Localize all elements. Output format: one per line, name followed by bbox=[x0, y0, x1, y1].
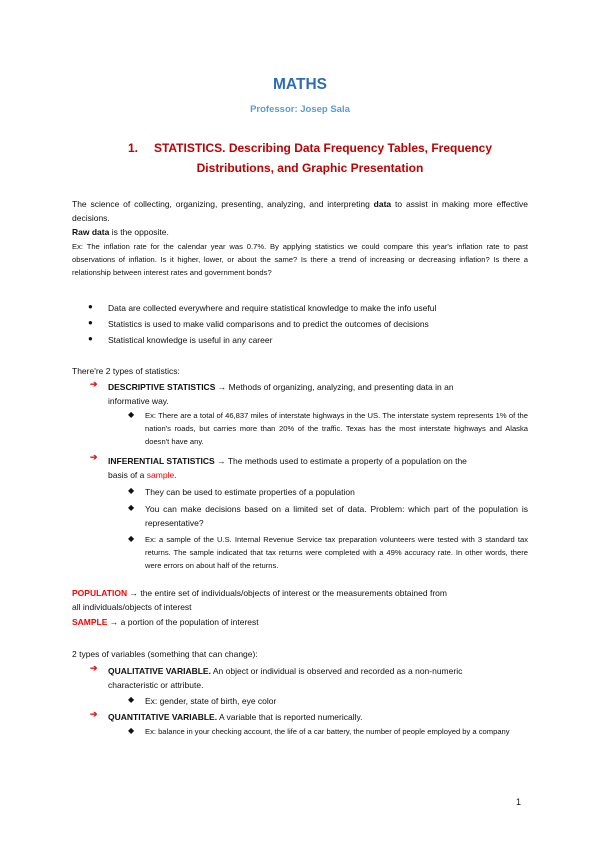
quantitative-text: A variable that is reported numerically. bbox=[219, 712, 363, 722]
sample-definition bbox=[72, 615, 528, 629]
arrow-icon: ➔ bbox=[90, 709, 98, 719]
sample-label: SAMPLE bbox=[72, 617, 108, 627]
sample-text: → a portion of the population of interest bbox=[109, 617, 259, 627]
descriptive-text-2: informative way. bbox=[108, 396, 169, 406]
bullet-icon: ● bbox=[88, 318, 93, 327]
population-label: POPULATION bbox=[72, 588, 128, 598]
inferential-text-2a: basis of a bbox=[108, 470, 145, 480]
bullet-item-2: Statistics is used to make valid comparisons and to predict the outcomes of decisions bbox=[108, 319, 429, 329]
qualitative-text-1: An object or individual is observed and recorded as a non-numeric bbox=[212, 666, 463, 676]
descriptive-label: DESCRIPTIVE STATISTICS bbox=[108, 382, 216, 392]
professor-line: Professor: Josep Sala bbox=[250, 104, 350, 115]
population-definition bbox=[72, 586, 528, 614]
diamond-icon: ◆ bbox=[128, 410, 135, 419]
section-heading bbox=[90, 138, 530, 178]
quantitative-example: Ex: balance in your checking account, the life of a car battery, the number of people employed by a company bbox=[145, 727, 510, 736]
population-text-1: → the entire set of individuals/objects of interest or the measurements obtained from bbox=[129, 588, 447, 598]
definition-paragraph bbox=[72, 197, 528, 225]
bullet-item-3: Statistical knowledge is useful in any career bbox=[108, 335, 273, 345]
descriptive-text-1: → Methods of organizing, analyzing, and presenting data in an bbox=[217, 382, 454, 392]
section-heading-line1 bbox=[90, 138, 530, 158]
diamond-icon: ◆ bbox=[128, 486, 135, 495]
bullet-icon: ● bbox=[88, 302, 93, 311]
section-title-line2: Distributions, and Graphic Presentation bbox=[196, 161, 424, 175]
diamond-icon: ◆ bbox=[128, 695, 135, 704]
inferential-text-2b: . bbox=[174, 470, 177, 480]
raw-data-line bbox=[72, 225, 528, 239]
definition-text-b: to assist in making more effective decisions. bbox=[72, 199, 528, 223]
diamond-icon: ◆ bbox=[128, 726, 135, 735]
inferential-sub-1: They can be used to estimate properties of a population bbox=[145, 487, 355, 497]
descriptive-example: Ex: There are a total of 46,837 miles of interstate highways in the US. The interstate system represents 1% of the nation's roads, but carries more than 20% of the traffic. Texas has the most interstate highways and Alaska doesn't have any. bbox=[145, 411, 528, 446]
variables-intro: 2 types of variables (something that can change): bbox=[72, 649, 258, 659]
arrow-icon: ➔ bbox=[90, 452, 98, 462]
page-number: 1 bbox=[516, 797, 522, 807]
qualitative-example: Ex: gender, state of birth, eye color bbox=[145, 696, 277, 706]
inferential-statistics bbox=[108, 454, 528, 482]
sample-highlight: sample bbox=[146, 470, 175, 480]
section-title-line1: STATISTICS. Describing Data Frequency Tables, Frequency bbox=[153, 141, 493, 155]
inflation-example: Ex: The inflation rate for the calendar year was 0.7%. By applying statistics we could compare this year's inflation rate to past observations of inflation. Is it higher, lower, or about the same? Is there a trend of increasing or decreasing inflation? Is there a relationship between interest rates and government bonds? bbox=[72, 242, 528, 277]
qualitative-variable bbox=[108, 664, 528, 692]
arrow-icon: ➔ bbox=[90, 379, 98, 389]
population-text-2: all individuals/objects of interest bbox=[72, 602, 192, 612]
bullet-item-1: Data are collected everywhere and require statistical knowledge to make the info useful bbox=[108, 303, 437, 313]
diamond-icon: ◆ bbox=[128, 534, 135, 543]
inferential-sub-2: You can make decisions based on a limited set of data. Problem: which part of the population is representative? bbox=[145, 504, 528, 528]
diamond-icon: ◆ bbox=[128, 503, 135, 512]
qualitative-text-2: characteristic or attribute. bbox=[108, 680, 204, 690]
raw-data-label: Raw data bbox=[72, 227, 110, 237]
quantitative-label: QUANTITATIVE VARIABLE. bbox=[108, 712, 218, 722]
definition-text-a: The science of collecting, organizing, presenting, analyzing, and interpreting bbox=[72, 199, 370, 209]
inferential-example: Ex: a sample of the U.S. Internal Revenue Service tax preparation volunteers were tested with 3 standard tax returns. The sample indicated that tax returns were completed with a 49% accuracy rate. In other words, there were errors on about half of the returns. bbox=[145, 535, 528, 570]
quantitative-variable bbox=[108, 710, 528, 724]
section-number: 1. bbox=[127, 141, 138, 155]
definition-data-bold: data bbox=[373, 199, 392, 209]
inferential-text-1: → The methods used to estimate a property of a population on the bbox=[217, 456, 467, 466]
inferential-label: INFERENTIAL STATISTICS bbox=[108, 456, 215, 466]
qualitative-label: QUALITATIVE VARIABLE. bbox=[108, 666, 211, 676]
descriptive-statistics bbox=[108, 380, 528, 408]
arrow-icon: ➔ bbox=[90, 663, 98, 673]
bullet-icon: ● bbox=[88, 334, 93, 343]
types-intro: There're 2 types of statistics: bbox=[72, 366, 180, 376]
raw-data-text: is the opposite. bbox=[111, 227, 169, 237]
page-title: MATHS bbox=[273, 76, 327, 93]
